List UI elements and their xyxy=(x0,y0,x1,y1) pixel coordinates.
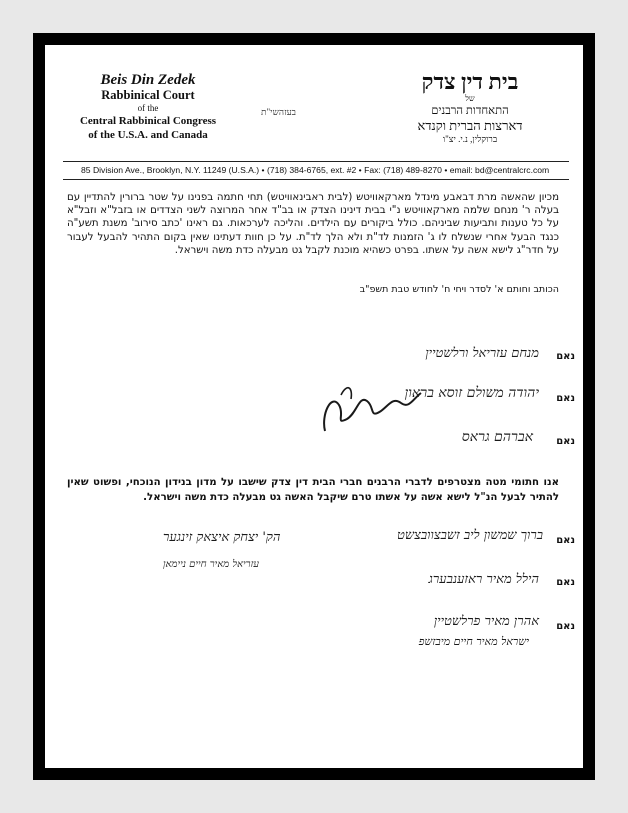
besd-heading: בעזהשי"ת xyxy=(261,107,297,117)
hebrew-letterhead-line4: דארצות הברית וקנדא xyxy=(417,118,523,133)
signature-5: הילל מאיר ראזענבערג xyxy=(428,572,539,587)
concurrence-paragraph: אנו חתומי מטה מצטרפים לדברי הרבנים חברי הבית דין צדק שישבו על מדון בנידון הנוכחי, ופשוט שאין להתיר לבעל הנ"ל לישא אשה על אשתו טרם שיקבל האשה גט מבעלה כדת משה וישראל. xyxy=(67,477,559,503)
side-signature-2: עזריאל מאיר חיים ניימאן xyxy=(163,559,260,570)
english-letterhead-line1: Beis Din Zedek xyxy=(100,72,196,88)
english-letterhead-line2: Rabbinical Court xyxy=(101,88,195,102)
english-letterhead-line5: of the U.S.A. and Canada xyxy=(88,129,208,141)
hebrew-letterhead xyxy=(385,70,555,145)
neum-label-3: נאם xyxy=(556,436,575,447)
signature-3: אברהם גראס xyxy=(461,429,533,445)
neum-label-4: נאם xyxy=(556,535,575,546)
signature-6: אהרן מאיר פרלשטיין xyxy=(433,614,539,629)
signature-2: יהודה משולם זוסא בראון xyxy=(404,385,539,401)
side-signature: הק' יצחק איצאק זינגער xyxy=(163,530,281,545)
neum-label-6: נאם xyxy=(556,621,575,632)
letter-page xyxy=(45,45,583,768)
signature-2-scribble xyxy=(317,375,427,437)
hebrew-letterhead-line3: התאחדות הרבנים xyxy=(431,105,509,117)
ruling-paragraph: מכיון שהאשה מרת דבאבע מינדל מארקאוויטש (לבית ראבינאוויטש) תחי חתמה בפנינו על שטר ברורין להתדיין עם בעלה ר' מנחם שלמה מארקאוויטש נ"י בבית דינינו הצדק או בב"ד אחר המרוצה לשני הצדדים או בזבל"א וזבל"א על כל טענות ותביעות שביניהם. כולל ביקורים עם הילדים. והליכה לערכאות. גם ראינו 'כתב סירוב' משנת תשע"ה כנגד הבעל אחרי שנשלח לו ג' הזמנות לד"ת ולא הלך לד"ת. על כן חוות דעתינו שאין בקום התהיר להבעל לעבור על חדר"ג לישא אשה על אשתו. בפרט כשהיא מוכנת לקבל גט מבעלה כדת משה וישראל. xyxy=(67,192,559,256)
neum-label-1: נאם xyxy=(556,351,575,362)
dated-line: הכותב וחותם א' לסדר ויחי ח' לחודש טבת תשפ"ב xyxy=(359,284,559,295)
neum-label-5: נאם xyxy=(556,577,575,588)
hebrew-letterhead-line5: ברוקלין, נ.י. יצ"ו xyxy=(442,134,498,144)
neum-label-2: נאם xyxy=(556,393,575,404)
signature-1: מנחם עזריאל ורלשטיין xyxy=(425,346,539,361)
header-rule-top xyxy=(63,161,569,162)
header-rule-bottom xyxy=(63,179,569,180)
hebrew-letterhead-line1: בית דין צדק xyxy=(421,69,519,94)
signature-7: ישראל מאיר חיים מיבזשפ xyxy=(418,635,529,648)
signature-4: ברוך שמשון ליב זשבצוובצשט xyxy=(397,528,543,543)
address-line: 85 Division Ave., Brooklyn, N.Y. 11249 (U.S.A.) • (718) 384-6765, ext. #2 • Fax: (718) 489-8270 • email: bd@centralcrc.com xyxy=(81,165,550,175)
english-letterhead-line3: of the xyxy=(137,103,159,113)
english-letterhead xyxy=(73,72,223,142)
hebrew-letterhead-line2: של xyxy=(465,94,475,103)
english-letterhead-line4: Central Rabbinical Congress xyxy=(79,115,217,127)
